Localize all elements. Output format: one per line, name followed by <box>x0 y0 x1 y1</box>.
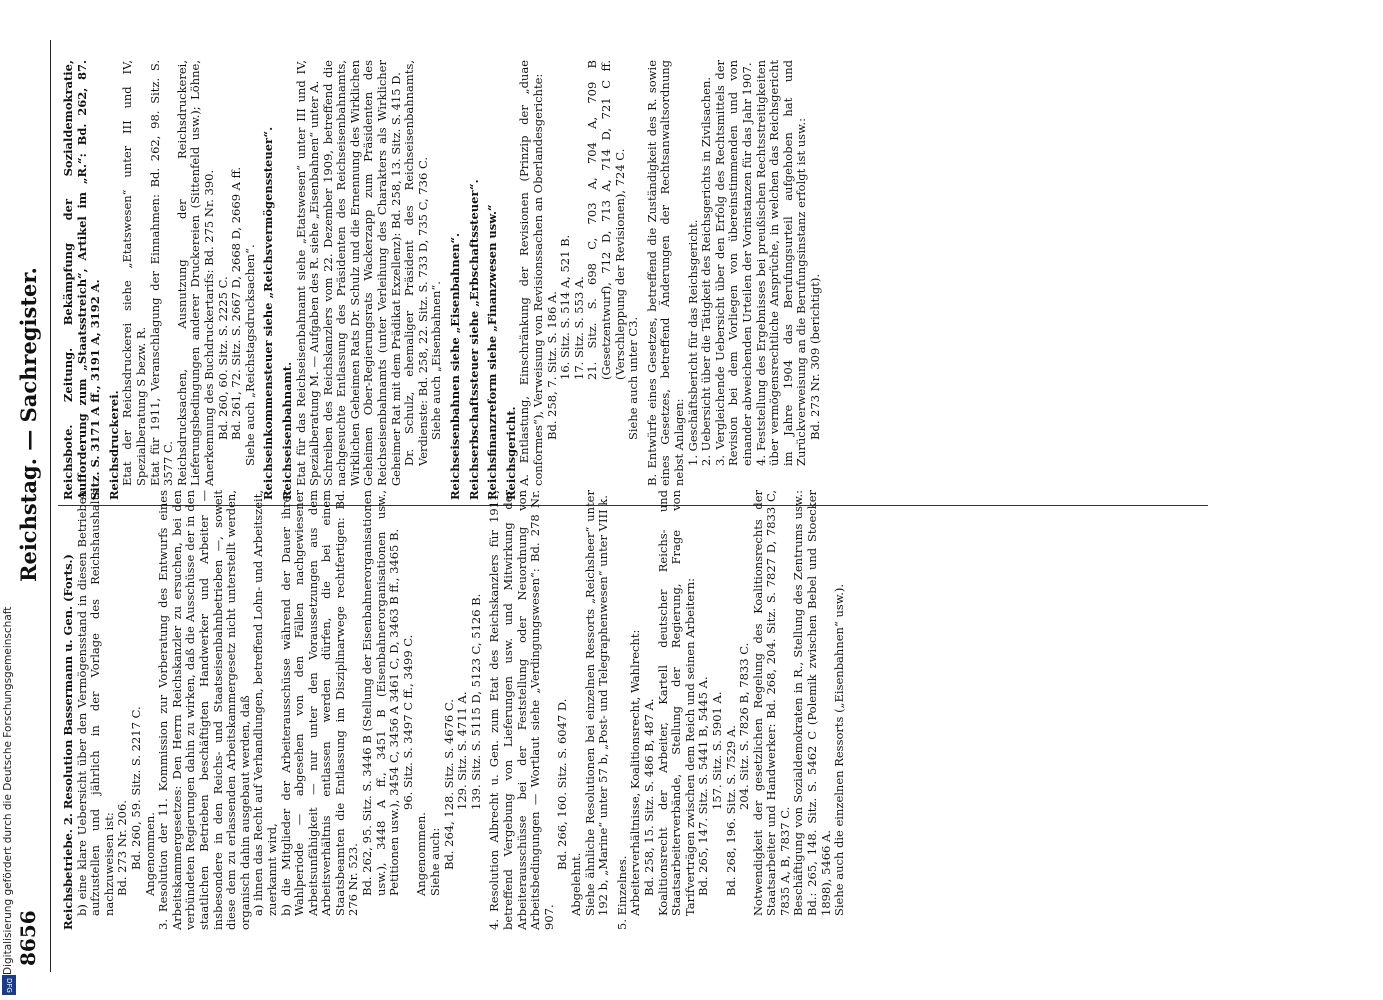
index-entry: Reichsdruckerei. <box>106 390 121 500</box>
index-entry: Siehe auch „Reichstagsdrucksachen“. <box>242 244 257 466</box>
right-column <box>62 60 822 500</box>
index-entry: 21. Sitz. S. 698 C, 703 A, 704 A, 709 B (Gesetzentwurf), 712 D, 713 A, 714 D, 721 C ff. (Verschleppung der Revisionen), 724 C. <box>585 60 627 380</box>
index-entry: Schreiben des Reichskanzlers vom 22. Dezember 1909, betreffend die nachgesuchte Entlassung des Präsidenten des Reichseisenbahnamts, Wirklichen Geheimen Rats Dr. Schulz und die Ernennung des Wirklichen Geheimen Ober-Regierungsrats Wackerzapp zum Präsidenten des Reichseisenbahnamts (unter Verleihung des Charakters als Wirklicher Geheimer Rat mit dem Prädikat Exzellenz): Bd. 258, 13. Sitz. S. 415 D. <box>320 60 403 486</box>
index-entry: Bd. 260, 59. Sitz. S. 2217 C. <box>128 706 143 870</box>
left-column <box>62 490 847 930</box>
index-entry: A. Entlastung, Einschränkung der Revisionen (Prinzip der „duae conformes“), Verweisung von Revisionssachen an Oberlandesgerichte: <box>517 60 545 486</box>
index-entry: Reichseinkommensteuer siehe „Reichsvermögenssteuer“. <box>261 126 276 500</box>
index-entry: Beschäftigung von Sozialdemokraten in R., Stellung des Zentrums usw.: Bd.: 265, 148. Sitz. S. 5462 C (Polemik zwischen Bebel und Stoecker 1898), 5466 A. <box>791 490 833 916</box>
index-entry: 157. Sitz. S. 5901 A. <box>709 691 724 810</box>
index-entry: Angenommen. <box>414 812 429 896</box>
index-entry: Arbeiterverhältnisse, Koalitionsrecht, Wahlrecht: <box>628 629 643 916</box>
index-entry: Reichseisenbahnen siehe „Eisenbahnen“. <box>448 232 463 500</box>
index-entry: Reichsgericht. <box>503 406 518 500</box>
index-entry: Reichserbschaftssteuer siehe „Erbschaftssteuer“. <box>466 179 481 500</box>
index-entry: 129. Sitz. S. 4711 A. <box>455 691 470 810</box>
index-entry: Bd. 273 Nr. 309 (berichtigt). <box>807 273 822 440</box>
index-entry: Bd. 258, 15. Sitz. S. 486 B, 487 A. <box>641 698 656 896</box>
dfg-logo-icon: DFG <box>2 975 16 995</box>
index-entry: B. Entwürfe eines Gesetzes, betreffend die Zuständigkeit des R. sowie eines Gesetzes, betreffend Änderungen der Rechtsanwaltsordnung nebst Anlagen: <box>644 60 686 486</box>
index-entry: 3. Resolution der 11. Kommission zur Vorberatung des Entwurfs eines Arbeitskammergesetzes: Den Herrn Reichskanzler zu ersuchen, bei den verbündeten Regierungen dahin zu wirken, daß die Ausschüsse der in den staatlichen Betrieben beschäftigten Handwerker und Arbeiter — insbesondere in den Reichs- und Staatseisenbahnbetrieben —, soweit diese dem zu erlassenden Arbeitskammergesetz nicht unterstellt werden, organisch dahin ausgebaut werden, daß <box>156 490 252 930</box>
index-entry: Bd. 265, 147. Sitz. S. 5441 B, 5445 A. <box>696 676 711 896</box>
index-entry: Bd. 273 Nr. 206. <box>115 800 130 896</box>
index-entry: Etat für 1911, Veranschlagung der Einnahmen: Bd. 262, 98. Sitz. S. 3577 C. <box>147 60 176 486</box>
index-entry: 4. Feststellung des Ergebnisses bei preußischen Rechtsstreitigkeiten über vermögensrechtliche Ansprüche, in welchen das Reichsgericht im Jahre 1904 das Berufungsurteil aufgehoben hat und Zurückverweisung an die Berufungsinstanz erfolgt ist usw.: <box>753 60 809 466</box>
index-entry: Bd. 260, 60. Sitz. S. 2225 C. <box>215 276 230 440</box>
index-entry: Bd. 268, 196. Sitz. S. 7529 A. <box>723 725 738 896</box>
index-entry: 3. Vergleichende Uebersicht über den Erfolg des Rechtsmittels der Revision bei dem Vorliegen von übereinstimmenden und von einander abweichenden Urteilen der Vorinstanzen für das Jahr 1907. <box>712 60 754 466</box>
index-entry: Siehe auch: <box>428 827 443 896</box>
index-entry: Abgelehnt. <box>568 852 583 916</box>
index-entry: Reichsbote. Zeitung. Bekämpfung der Sozialdemokratie, Aufforderung zum „Staatsstreich“, Artikel im „R.“: Bd. 262, 87. Sitz. S. 3171 A ff., 3191 A, 3192 A. <box>61 60 103 500</box>
digitization-footer <box>0 0 22 1000</box>
index-entry: Notwendigkeit der gesetzlichen Regelung des Koalitionsrechts der Staatsarbeiter und Handwerker: Bd. 268, 204. Sitz. S. 7827 D, 7833 C, 7835 A, B, 7837 C. <box>750 490 792 916</box>
index-entry: Siehe auch die einzelnen Ressorts („Eisenbahnen“ usw.). <box>832 583 847 916</box>
index-entry: Siehe auch „Eisenbahnen“. <box>429 281 444 440</box>
index-entry: Reichseisenbahnamt. <box>279 361 294 500</box>
index-entry: Siehe ähnliche Resolutionen bei einzelnen Ressorts „Reichsheer“ unter 192 b, „Marine“ unter 57 b, „Post- und Telegraphenwesen“ unter VIII k. <box>582 490 611 916</box>
index-entry: Bd. 261, 72. Sitz. S. 2667 D, 2668 D, 2669 A ff. <box>229 166 244 440</box>
header-rule <box>50 40 51 972</box>
index-entry: Bd. 264, 128. Sitz. S. 4676 C. <box>441 699 456 870</box>
index-entry: 16. Sitz. S. 514 A, 521 B. <box>558 234 573 380</box>
index-entry: Angenommen. <box>142 812 157 896</box>
index-entry: 96. Sitz. S. 3497 C ff., 3499 C. <box>400 634 415 810</box>
index-entry: Etat für das Reichseisenbahnamt siehe „Etatswesen“ unter III und IV, Spezialberatung M. — Aufgaben des R. siehe „Eisenbahnen“ unter A. <box>293 60 322 486</box>
index-entry: 139. Sitz. S. 5115 D, 5123 C, 5126 B. <box>468 593 483 810</box>
index-entry: Dr. Schulz, ehemaliger Präsident des Reichseisenbahnamts, Verdienste: Bd. 258, 22. Sitz. S. 733 D, 735 C, 736 C. <box>402 60 430 466</box>
index-entry: 2. Uebersicht über die Tätigkeit des Reichsgerichts in Zivilsachen. <box>699 76 714 466</box>
index-entry: Reichsbetriebe. 2. Resolution Bassermann u. Gen. (Forts.) <box>61 554 75 930</box>
index-entry: 4. Resolution Albrecht u. Gen. zum Etat des Reichskanzlers für 1911, betreffend Vergebung von Lieferungen usw. und Mitwirkung der Arbeiterausschüsse bei der Feststellung oder Neuordnung von Arbeitsbedingungen — Wortlaut siehe „Verdingungswesen“: Bd. 278 Nr. 907. <box>487 490 556 930</box>
index-entry: 5. Einzelnes. <box>614 855 629 930</box>
funding-note: Digitalisierung gefördert durch die Deutsche Forschungsgemeinschaft <box>2 606 14 975</box>
index-entry: b) eine klare Uebersicht über den Vermögensstand in diesen Betrieben aufzustellen und jährlich in der Vorlage des Reichshaushalts nachzuweisen ist: <box>74 490 116 916</box>
index-entry: Siehe auch unter C3. <box>626 316 641 440</box>
page-number: 8656 <box>16 910 40 966</box>
index-entry: b) die Mitglieder der Arbeiterausschüsse während der Dauer ihrer Wahlperiode — abgesehen von den Fällen nachgewiesener Arbeitsunfähigkeit — nur unter den Voraussetzungen aus dem Arbeitsverhältnis entlassen werden dürfen, die bei einem Staatsbeamten die Entlassung im Disziplinarwege rechtfertigen: Bd. 276 Nr. 523. <box>278 490 361 916</box>
index-entry: Reichsdrucksachen, Ausnutzung der Reichsdruckerei, Lieferungsbedingungen anderer Druckereien (Sittenfeld usw.); Löhne, Anerkennung des Buchdruckertarifs: Bd. 275 Nr. 390. <box>174 60 216 486</box>
index-entry: Koalitionsrecht der Arbeiter, Kartell deutscher Reichs- und Staatsarbeiterverbände, Stellung der Regierung, Frage von Tarifverträgen zwischen dem Reich und seinen Arbeitern: <box>655 490 697 916</box>
index-entry: Reichsfinanzreform siehe „Finanzwesen usw.“ <box>485 204 500 500</box>
running-title: Reichstag. — Sachregister. <box>16 267 41 582</box>
index-entry: 17. Sitz. S. 553 A. <box>571 276 586 380</box>
index-entry: Bd. 262, 95. Sitz. S. 3446 B (Stellung der Eisenbahnerorganisationen usw.), 3448 A ff., 3451 B (Eisenbahnerorganisationen usw., Petitionen usw.), 3454 C, 3456 A 3461 C, D, 3463 B ff., 3465 B. <box>360 490 402 896</box>
index-entry: a) ihnen das Recht auf Verhandlungen, betreffend Lohn- und Arbeitszeit, zuerkannt wird, <box>251 490 279 916</box>
index-entry: Etat der Reichsdruckerei siehe „Etatswesen“ unter III und IV, Spezialberatung S bezw. R. <box>120 60 148 486</box>
index-entry: 204. Sitz. S. 7826 B, 7833 C. <box>737 642 752 810</box>
index-entry: Bd. 258, 7. Sitz. S. 186 A. <box>544 291 559 440</box>
index-entry: 1. Geschäftsbericht für das Reichsgericht. <box>685 219 700 466</box>
index-entry: Bd. 266, 160. Sitz. S. 6047 D. <box>555 698 570 870</box>
